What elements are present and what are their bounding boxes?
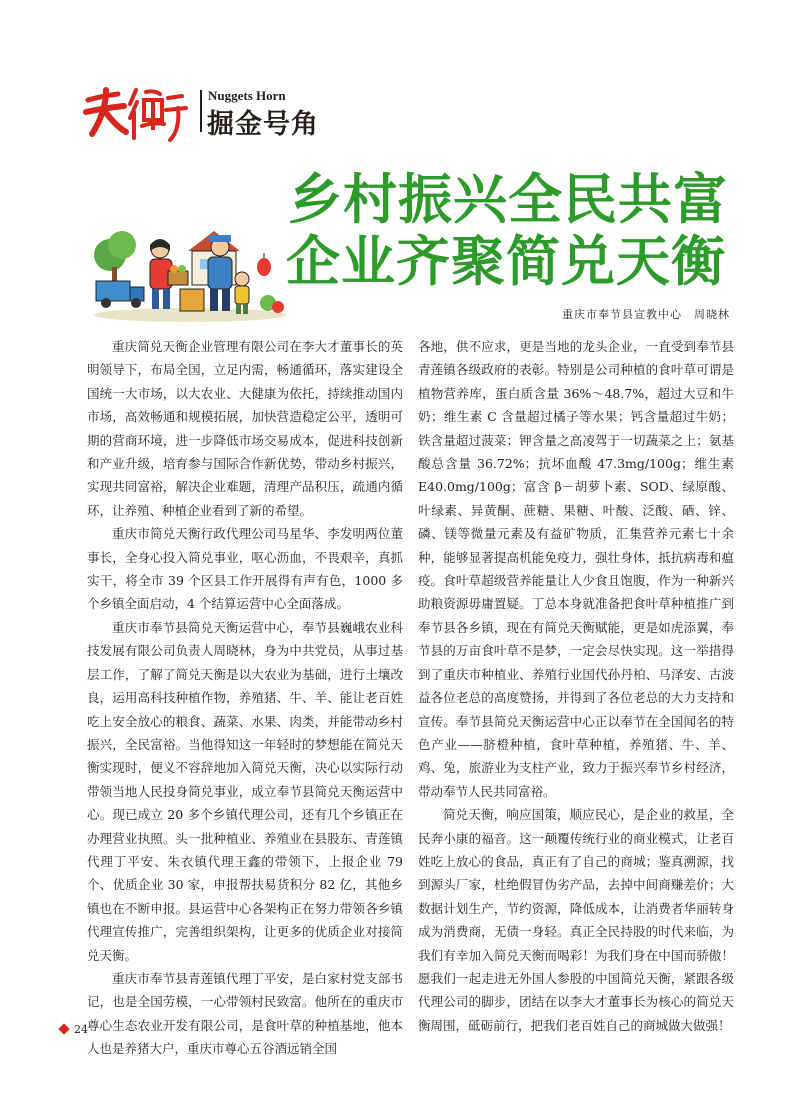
page-folio bbox=[60, 1023, 88, 1036]
paragraph: 重庆市简兑天衡行政代理公司马星华、李发明两位董事长，全身心投入简兑事业，呕心沥血，不畏艰辛，真抓实干，将全市 39 个区县工作开展得有声有色，1000 多个乡镇全面启动，4 个结算运营中心全面落成。 bbox=[87, 526, 403, 612]
paragraph-continued: 各地，供不应求，更是当地的龙头企业，一直受到奉节县青莲镇各级政府的表彰。特别是公司种植的食叶草可谓是植物营养库，蛋白质含量 36%～48.7%，超过大豆和牛奶；维生素 C 含量超过橘子等水果；钙含量超过牛奶；铁含量超过菠菜；钾含量之高凌驾于一切蔬菜之上；氨基酸总含量 36.72%；抗坏血酸 47.3mg/100g；维生素 E40.0mg/100g；富含 β－胡萝卜素、SOD、绿原酸、叶绿素、异黄酮、蔗糖、果糖、叶酸、泛酸、硒、锌、磷、镁等微量元素及有益矿物质，汇集营养元素七十余种，能够显著提高机能免疫力，强壮身体，抵抗病毒和瘟疫。食叶草超级营养能量让人少食且饱腹，作为一种新兴助粮资源毋庸置疑。丁总本身就准备把食叶草种植推广到奉节县各乡镇，现在有简兑天衡赋能，更是如虎添翼，奉节县的万亩食叶草不是梦，一定会尽快实现。这一举措得到了重庆市种植业、养殖行业国代孙丹柏、马泽安、古波益各位老总的高度赞扬，并得到了各位老总的大力支持和宣传。奉节县简兑天衡运营中心正以奉节在全国闻名的特色产业——脐橙种植，食叶草种植，养殖猪、牛、羊、鸡、兔，旅游业为支柱产业，致力于振兴奉节乡村经济，带动奉节人民共同富裕。 bbox=[418, 339, 734, 799]
headline-line-2: 企业齐聚简兑天衡 bbox=[286, 230, 726, 293]
page-number: 24 bbox=[74, 1023, 88, 1036]
column-name-english: Nuggets Horn bbox=[208, 88, 286, 103]
paragraph: 重庆简兑天衡企业管理有限公司在李大才董事长的英明领导下，布局全国，立足内需，畅通循环，落实建设全国统一大市场，以大农业、大健康为依托，持续推动国内市场，高效畅通和规模拓展，加快营造稳定公平，透明可期的营商环境，进一步降低市场交易成本，促进科技创新和产业升级，培育参与国际合作新优势，带动乡村振兴，实现共同富裕，解决企业难题，清理产品积压，疏通内循环，让养殖、种植企业看到了新的希望。 bbox=[87, 339, 403, 518]
body-column-right bbox=[418, 335, 734, 1037]
logo-calligraphy-icon bbox=[82, 82, 194, 144]
headline-line-1: 乡村振兴全民共富 bbox=[288, 168, 728, 231]
byline: 重庆市奉节县宣教中心 周晓林 bbox=[562, 308, 730, 321]
column-name-chinese: 掘金号角 bbox=[207, 109, 319, 140]
paragraph: 简兑天衡，响应国策，顺应民心，是企业的救星，全民奔小康的福音。这一颠覆传统行业的商业模式，让老百姓吃上放心的食品，真正有了自己的商城；鉴真溯源，找到源头厂家，杜绝假冒伪劣产品，去掉中间商赚差价；大数据计划生产，节约资源，降低成本，让消费者华丽转身成为消费商，无债一身轻。真正全民持股的时代来临，为我们有幸加入简兑天衡而喝彩！为我们身在中国而骄傲！愿我们一起走进无外国人参股的中国简兑天衡，紧跟各级代理公司的脚步，团结在以李大才董事长为核心的简兑天衡周围，砥砺前行，把我们老百姓自己的商城做大做强！ bbox=[418, 807, 734, 1033]
body-column-left bbox=[87, 335, 403, 1061]
diamond-icon bbox=[58, 1023, 69, 1034]
farm-family-illustration bbox=[92, 215, 288, 323]
column-divider bbox=[200, 90, 202, 132]
paragraph: 重庆市奉节县青莲镇代理丁平安，是白家村党支部书记，也是全国劳模，一心带领村民致富。他所在的重庆市尊心生态农业开发有限公司，是食叶草的种植基地，他本人也是养猪大户，重庆市尊心五谷酒远销全国 bbox=[87, 970, 403, 1057]
paragraph: 重庆市奉节县简兑天衡运营中心，奉节县巍峨农业科技发展有限公司负责人周晓林，身为中共党员，从事过基层工作，了解了简兑天衡是以大农业为基础，进行土壤改良，运用高科技种植作物，养殖猪、牛、羊、能让老百姓吃上安全放心的粮食、蔬菜、水果、肉类，并能带动乡村振兴，全民富裕。当他得知这一年轻时的梦想能在简兑天衡实现时，便义不容辞地加入简兑天衡，决心以实际行动带领当地人民投身简兑事业，成立奉节县简兑天衡运营中心。现已成立 20 多个乡镇代理公司，还有几个乡镇正在办理营业执照。头一批种植业、养殖业在县股东、青莲镇代理丁平安、朱衣镇代理王鑫的带领下，上报企业 79 个、优质企业 30 家，申报帮扶易货积分 82 亿，其他乡镇也在不断申报。县运营中心各架构正在努力带领各乡镇代理宣传推广，完善组织架构，让更多的优质企业对接简兑天衡。 bbox=[87, 619, 403, 963]
logo bbox=[82, 82, 194, 144]
